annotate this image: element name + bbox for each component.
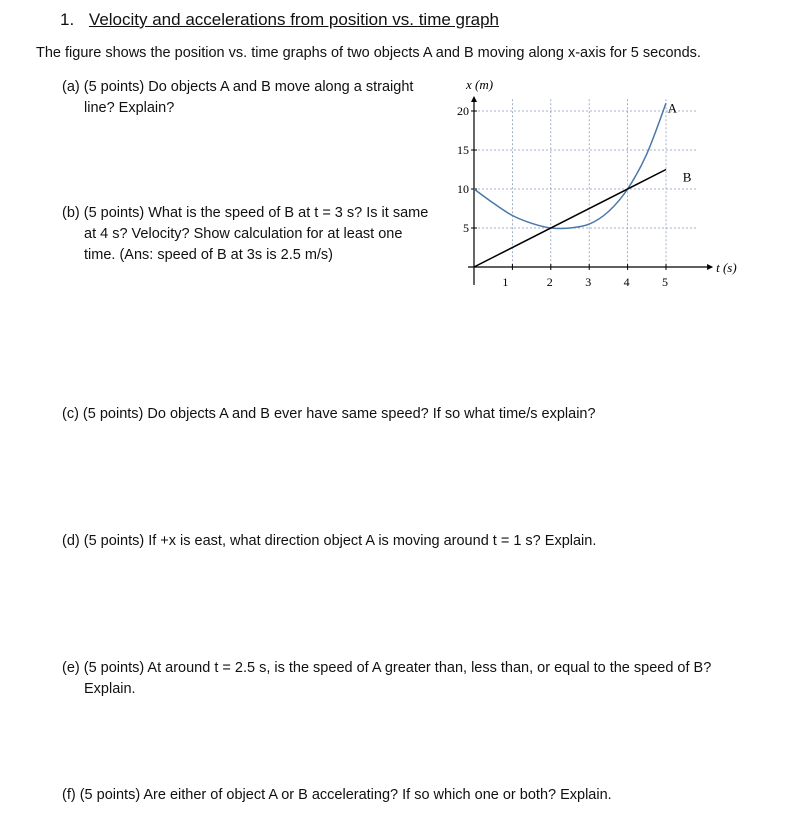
x-tick-label: 1 [502,275,509,289]
question-number: 1. [60,10,75,29]
series-label-a: A [667,100,678,116]
question-c: (c) (5 points) Do objects A and B ever have same speed? If so what time/s explain? [62,406,596,422]
y-tick-label: 10 [457,182,469,196]
question-b-line3: time. (Ans: speed of B at 3s is 2.5 m/s) [84,247,334,263]
question-a [62,77,432,119]
question-b [62,203,442,266]
question-b-line1: (b) (5 points) What is the speed of B at t = 3 s? Is it same [62,205,429,221]
question-e-line2: Explain. [84,681,136,697]
series-line-a [474,103,666,228]
question-title: Velocity and accelerations from position vs. time graph [88,10,500,29]
y-axis-label: x (m) [466,77,494,92]
intro-text: The figure shows the position vs. time graphs of two objects A and B moving along x-axis for 5 seconds. [36,45,701,61]
x-tick-label: 3 [585,275,592,289]
question-e-line1: (e) (5 points) At around t = 2.5 s, is the speed of A greater than, less than, or equal to the speed of B? [62,660,712,676]
x-tick-label: 2 [546,275,553,289]
y-tick-label: 5 [463,221,469,235]
question-f: (f) (5 points) Are either of object A or B accelerating? If so which one or both? Explain. [62,787,612,803]
y-tick-label: 15 [457,143,469,157]
x-axis-label: t (s) [716,260,737,275]
y-tick-label: 20 [457,104,469,118]
question-a-line2: line? Explain? [84,100,175,116]
series-line-b [474,170,666,268]
question-a-line1: (a) (5 points) Do objects A and B move along a straight [62,79,414,95]
question-e [62,658,742,700]
question-b-line2: at 4 s? Velocity? Show calculation for at least one [84,226,403,242]
x-tick-label: 5 [662,275,668,289]
y-axis-arrow [471,96,477,102]
question-d: (d) (5 points) If +x is east, what direction object A is moving around t = 1 s? Explain. [62,533,597,549]
x-axis-arrow [707,264,713,270]
position-time-graph [440,72,750,297]
series-label-b: B [682,169,692,185]
question-heading [60,10,499,30]
x-tick-label: 4 [623,275,630,289]
